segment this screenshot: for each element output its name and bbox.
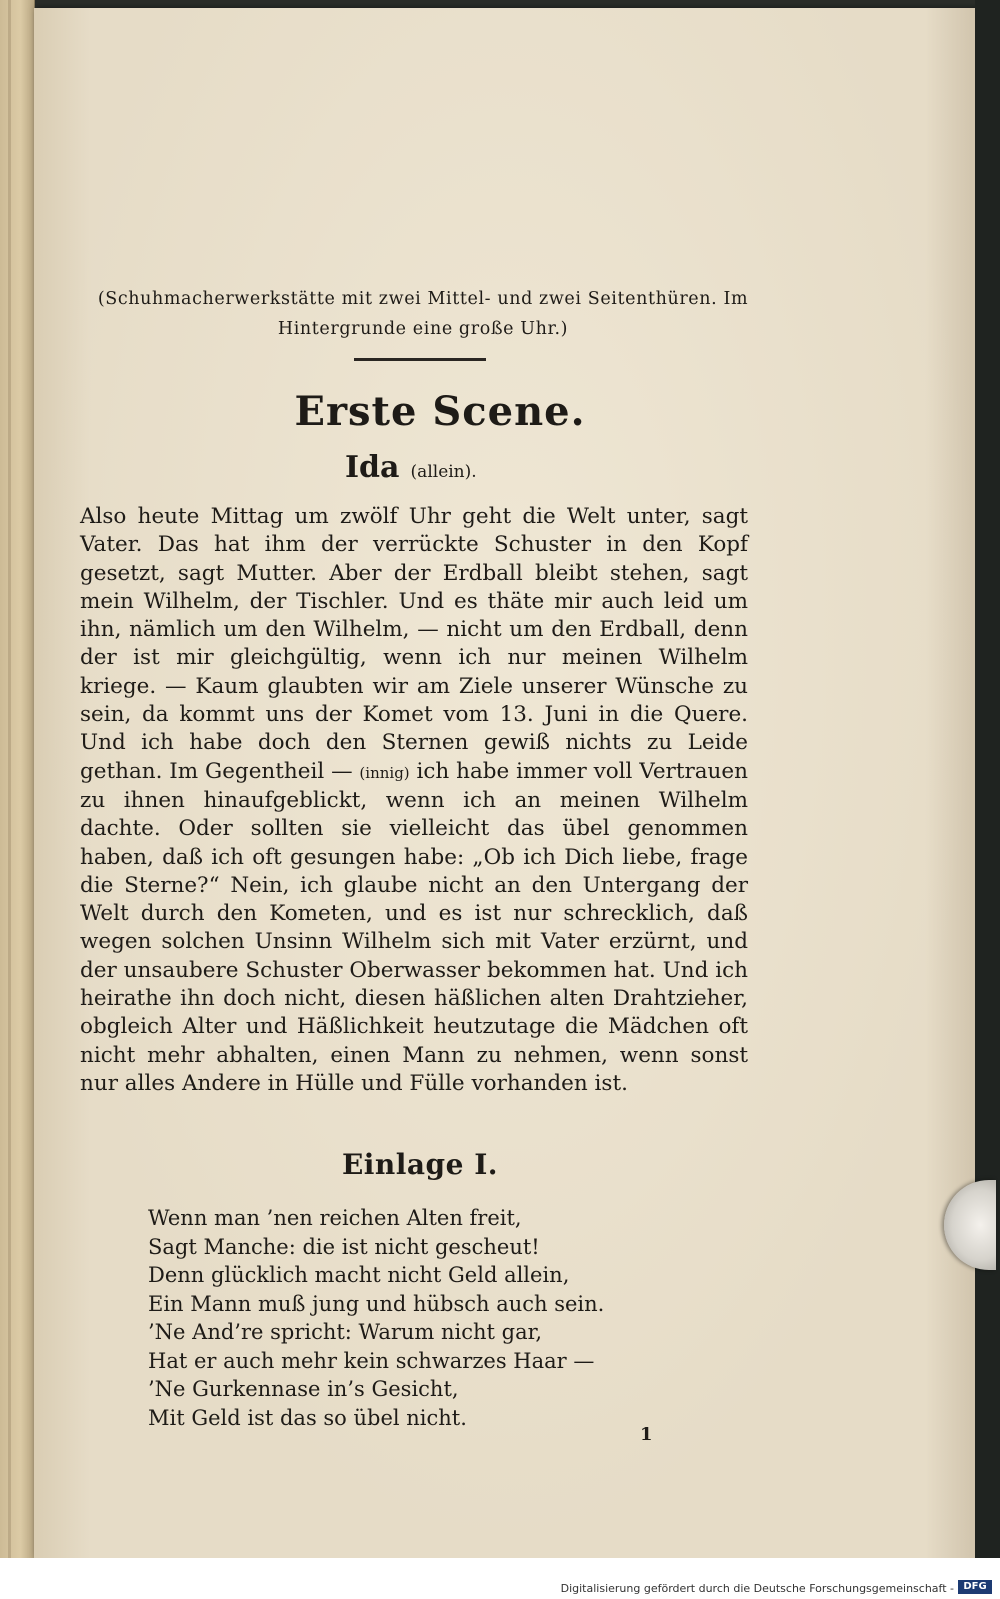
verse-line: Ein Mann muß jung und hübsch auch sein. (148, 1291, 605, 1316)
section-rule (354, 358, 486, 361)
speaker-heading (345, 450, 477, 485)
footer-credit: Digitalisierung gefördert durch die Deutsche Forschungsgemeinschaft - (560, 1582, 954, 1595)
verse-line: Denn glücklich macht nicht Geld allein, (148, 1263, 570, 1287)
monologue-paragraph (80, 503, 748, 1098)
song-verse (148, 1204, 708, 1432)
dfg-logo: DFG (958, 1580, 992, 1594)
insert-title: Einlage I. (341, 1148, 499, 1181)
facing-page-edge (0, 0, 35, 1558)
stage-note-innig: (innig) (359, 763, 410, 782)
monologue-text-part-2: ich habe immer voll Vertrauen zu ihnen hinaufgeblickt, wenn ich an meinen Wilhelm dachte. Oder sollten sie vielleicht das übel genommen haben, daß ich oft gesungen habe: „Ob ich Dich liebe, frage die Sterne?“ Nein, ich glaube nicht an den Untergang der Welt durch den Kometen, und es ist nur schrecklich, daß wegen solchen Unsinn Wilhelm sich mit Vater erzürnt, und der unsaubere Schuster Oberwasser bekommen hat. Und ich heirathe ihn doch nicht, diesen häßlichen alten Drahtzieher, obgleich Alter und Häßlichkeit heutzutage die Mädchen oft nicht mehr abhalten, einen Mann zu nehmen, wenn sonst nur alles Andere in Hülle und Fülle vorhanden ist. (80, 758, 748, 1096)
scan-background (975, 0, 1000, 1558)
speaker-name: Ida (345, 450, 400, 485)
speaker-note: (allein). (410, 462, 477, 482)
verse-line: Sagt Manche: die ist nicht gescheut! (148, 1234, 540, 1259)
stage-direction: (Schuhmacherwerkstätte mit zwei Mittel- und zwei Seitenthüren. Im Hintergrunde eine große Uhr.) (97, 289, 749, 339)
verse-line: Hat er auch mehr kein schwarzes Haar — (148, 1348, 595, 1373)
verse-line: ’Ne Gurkennase in’s Gesicht, (148, 1377, 459, 1401)
verse-line: ’Ne And’re spricht: Warum nicht gar, (148, 1320, 542, 1344)
page-number: 1 (640, 1424, 653, 1445)
verse-line: Wenn man ’nen reichen Alten freit, (148, 1206, 522, 1230)
verse-line: Mit Geld ist das so übel nicht. (148, 1405, 467, 1430)
monologue-text-part-1: Also heute Mittag um zwölf Uhr geht die Welt unter, sagt Vater. Das hat ihm der verrückte Schuster in den Kopf gesetzt, sagt Mutter. Aber der Erdball bleibt stehen, sagt mein Wilhelm, der Tischler. Und es thäte mir auch leid um ihn, nämlich um den Wilhelm, — nicht um den Erdball, denn der ist mir gleichgültig, wenn ich nur meinen Wilhelm kriege. — Kaum glaubten wir am Ziele unserer Wünsche zu sein, da kommt uns der Komet vom 13. Juni in die Quere. Und ich habe doch den Sternen gewiß nichts zu Leide gethan. Im Gegentheil — (80, 504, 748, 784)
scene-title: Erste Scene. (294, 388, 586, 435)
